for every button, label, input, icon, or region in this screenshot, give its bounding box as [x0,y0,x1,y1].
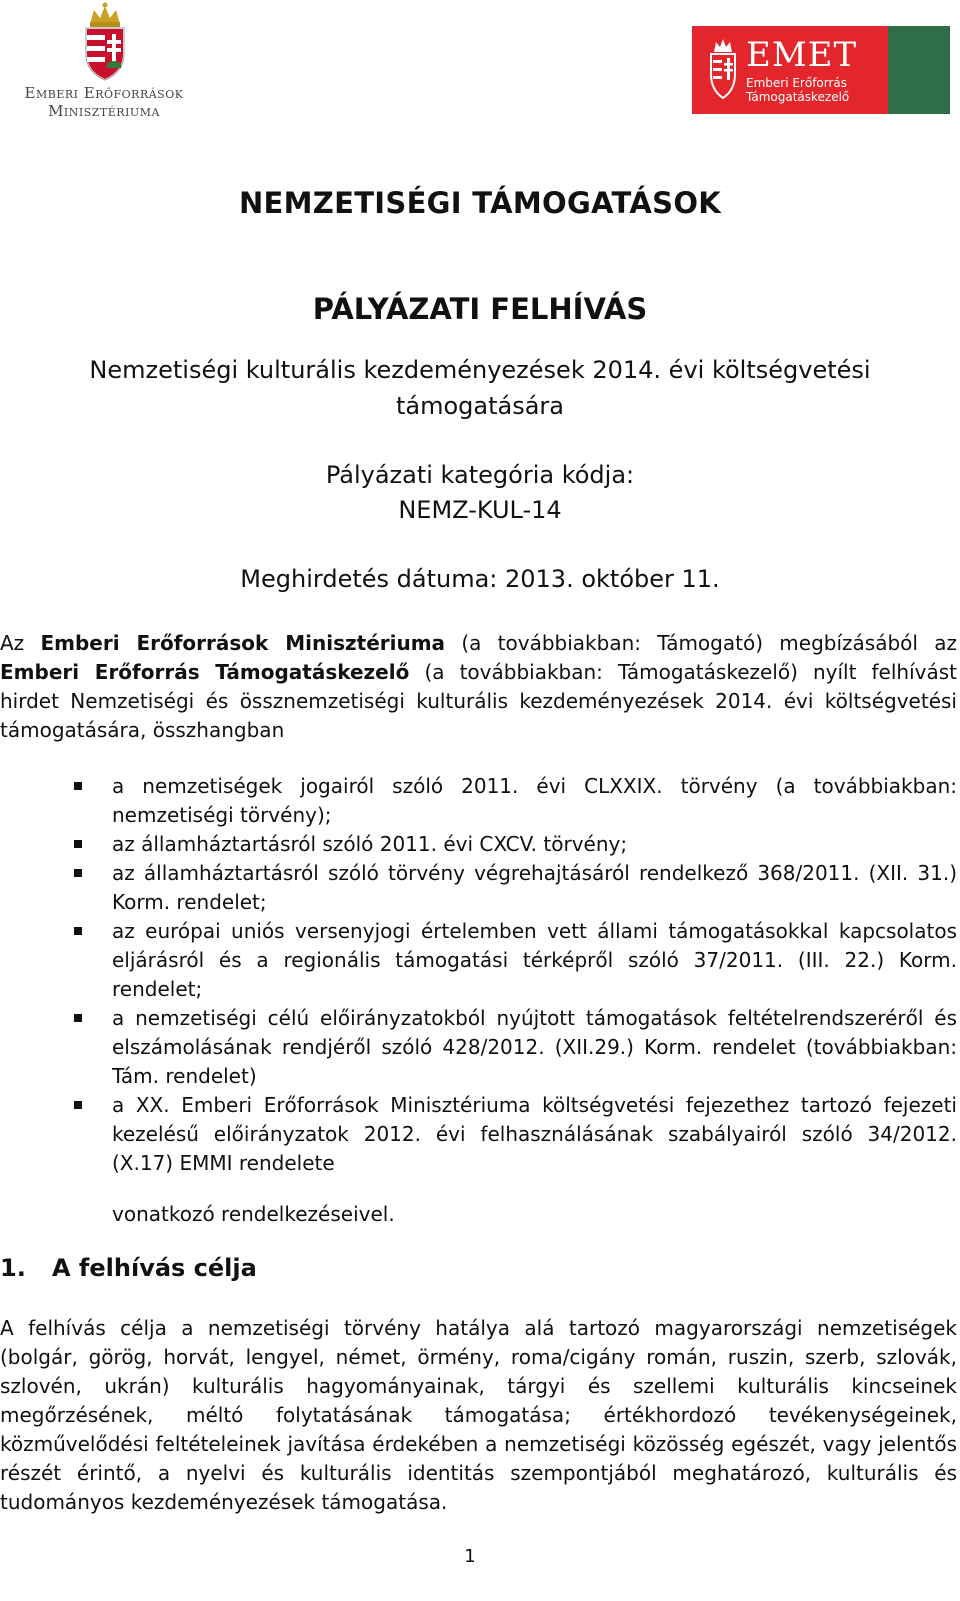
list-item: a XX. Emberi Erőforrások Minisztériuma költségvetési fejezethez tartozó fejezeti kezelésű előirányzatok 2012. évi felhasználásának szabályairól szóló 34/2012. (X.17) EMMI rendelete [0,1091,957,1178]
emet-logo [692,26,950,114]
bullet-icon [74,782,82,790]
section-paragraph: A felhívás célja a nemzetiségi törvény hatálya alá tartozó magyarországi nemzetiségek (bolgár, görög, horvát, lengyel, német, örmény, roma/cigány román, ruszin, szerb, szlovák, szlovén, ukrán) kulturális hagyományainak, tárgyi és szellemi kulturális kincseinek megőrzésének, méltó folytatásának támogatása; értékhordozó tevékenységeinek, közművelődési feltételeinek javítása érdekében a nemzetiségi közösség egészét, vagy jelentős részét érintő, a nyelvi és kulturális identitás szempontjából meghatározó, kulturális és tudományos kezdeményezések támogatása. [0,1316,957,1514]
list-item: az államháztartásról szóló 2011. évi CXCV. törvény; [0,830,957,859]
bullet-icon [74,840,82,848]
closing-text: vonatkozó rendelkezéseivel. [112,1202,395,1226]
emet-crest-icon [706,38,740,100]
page-number: 1 [464,1546,476,1567]
legal-basis-list [0,772,957,1178]
bullet-icon [74,927,82,935]
subject-line-1: Nemzetiségi kulturális kezdeményezések 2014. évi költségvetési [89,356,871,384]
list-item: az európai uniós versenyjogi értelemben vett állami támogatásokkal kapcsolatos eljárásról és a regionális támogatási térképről szóló 37/2011. (III. 22.) Korm. rendelet; [0,917,957,1004]
list-item: a nemzetiségek jogairól szóló 2011. évi CLXXIX. törvény (a továbbiakban: nemzetiségi törvény); [0,772,957,830]
emmi-logo-text: Emberi Erőforrások Minisztériuma [24,84,184,120]
section-heading [0,1254,257,1282]
emet-logo-red-block [692,26,888,114]
category-label: Pályázati kategória kódja: [325,461,635,489]
subject-line-2: támogatására [395,392,565,420]
bullet-icon [74,869,82,877]
agency-name: Emberi Erőforrás Támogatáskezelő [0,660,410,684]
emet-logo-name: EMET [746,35,858,75]
list-item: a nemzetiségi célú előirányzatokból nyújtott támogatások feltételrendszeréről és elszámolásának rendjéről szóló 428/2012. (XII.29.) Korm. rendelet (továbbiakban: Tám. rendelet) [0,1004,957,1091]
document-title: NEMZETISÉGI TÁMOGATÁSOK [238,186,722,220]
emet-logo-subtitle: Emberi Erőforrás Támogatáskezelő [746,76,850,104]
announcement-date: Meghirdetés dátuma: 2013. október 11. [240,565,720,593]
section-title: A felhívás célja [52,1254,257,1282]
section-number: 1. [0,1254,26,1282]
emet-logo-green-block [888,26,950,114]
hungarian-crest-icon [76,2,134,82]
bullet-icon [74,1101,82,1109]
bullet-icon [74,1014,82,1022]
emmi-logo [14,2,184,120]
call-title: PÁLYÁZATI FELHÍVÁS [312,292,648,326]
ministry-name: Emberi Erőforrások Minisztériuma [40,631,446,655]
list-item: az államháztartásról szóló törvény végrehajtásáról rendelkező 368/2011. (XII. 31.) Korm. rendelet; [0,859,957,917]
category-code: NEMZ-KUL-14 [398,496,562,524]
intro-paragraph: Az Emberi Erőforrások Minisztériuma (a továbbiakban: Támogató) megbízásából az Emberi Erőforrás Támogatáskezelő (a továbbiakban: Támogatáskezelő) nyílt felhívást hirdet Nemzetiségi és össznemzetiségi kulturális kezdeményezések 2014. évi költségvetési támogatására, összhangban [0,631,958,742]
